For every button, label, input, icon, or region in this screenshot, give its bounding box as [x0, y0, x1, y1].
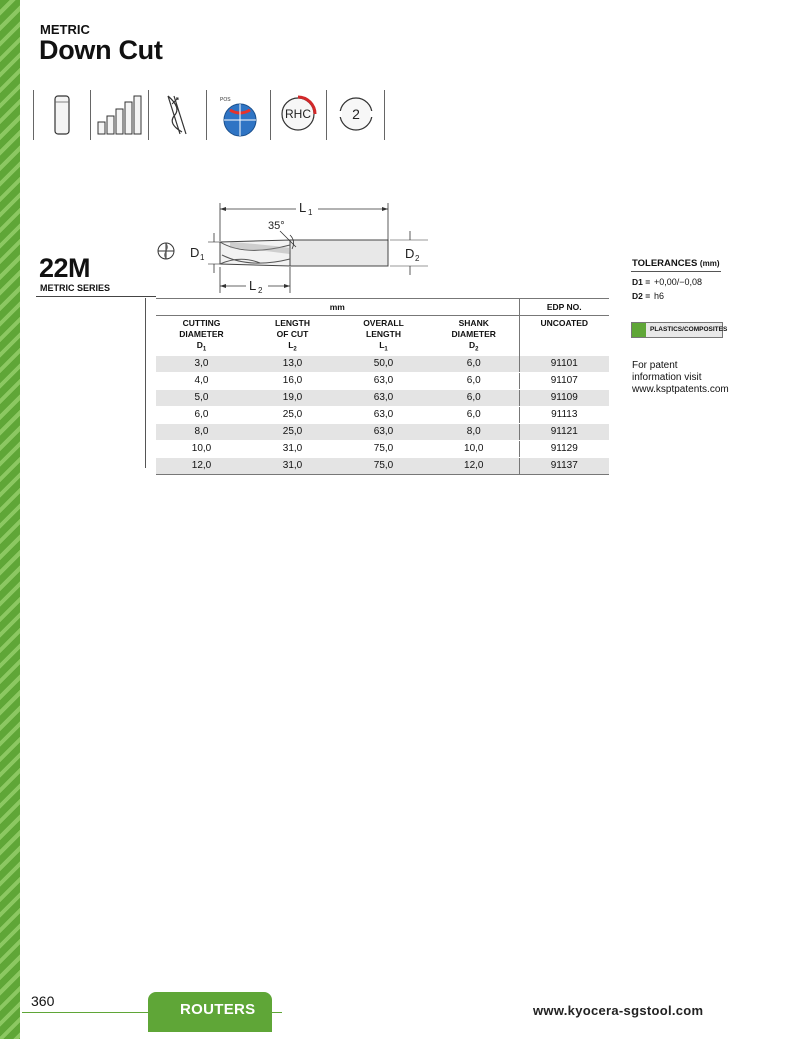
- cell: 8,0: [429, 423, 519, 440]
- cell: 4,0: [156, 372, 247, 389]
- material-label: PLASTICS/COMPOSITES: [650, 326, 728, 333]
- patent-note: For patent information visit www.ksptpatents.com: [632, 360, 742, 396]
- spiral-flute-icon: [160, 94, 196, 136]
- edp-cell: 91137: [519, 457, 609, 474]
- table-row: [156, 356, 609, 373]
- cell: 5,0: [156, 389, 247, 406]
- column-header-overall-length: OVERALL LENGTH $L_1$: [363, 318, 404, 353]
- column-header-cutting-diameter: CUTTING DIAMETER $D_1$: [179, 318, 224, 353]
- edp-cell: 91109: [519, 389, 609, 406]
- cell: 75,0: [338, 457, 429, 474]
- svg-text:2: 2: [352, 106, 360, 122]
- edp-header: EDP NO.: [519, 299, 609, 316]
- feature-icon-bar: [30, 90, 390, 140]
- page-title: Down Cut: [39, 35, 163, 65]
- table-row: [156, 372, 609, 389]
- left-stripe-decoration: [0, 0, 20, 1039]
- material-badge: [631, 322, 728, 338]
- patent-link[interactable]: www.ksptpatents.com: [632, 384, 729, 395]
- svg-text:RHC: RHC: [285, 107, 311, 121]
- cell: 6,0: [429, 406, 519, 423]
- svg-text:1: 1: [308, 208, 313, 217]
- table-row: [156, 457, 609, 474]
- cell: 6,0: [429, 389, 519, 406]
- section-tab: ROUTERS: [148, 992, 272, 1032]
- cell: 6,0: [429, 356, 519, 373]
- page-category: METRIC: [40, 22, 90, 37]
- svg-text:2: 2: [258, 286, 263, 295]
- cell: 63,0: [338, 423, 429, 440]
- series-divider: [36, 296, 156, 297]
- helix-angle-label: 35°: [268, 220, 285, 232]
- specification-table: [156, 298, 609, 475]
- cell: 25,0: [247, 423, 338, 440]
- cell: 10,0: [156, 440, 247, 457]
- edp-cell: 91107: [519, 372, 609, 389]
- cylindrical-shank-icon: [50, 94, 74, 136]
- cell: 25,0: [247, 406, 338, 423]
- length-options-icon: [96, 94, 144, 136]
- rhc-icon: [278, 94, 318, 134]
- edp-cell: 91129: [519, 440, 609, 457]
- cell: 6,0: [156, 406, 247, 423]
- page-number: 360: [31, 993, 55, 1009]
- cell: 63,0: [338, 406, 429, 423]
- cell: 3,0: [156, 356, 247, 373]
- tolerances-title: TOLERANCES (mm): [632, 258, 720, 269]
- series-code: 22M: [39, 253, 91, 283]
- cell: 13,0: [247, 356, 338, 373]
- column-header-uncoated: UNCOATED: [519, 316, 609, 356]
- cell: 12,0: [156, 457, 247, 474]
- svg-text:1: 1: [200, 253, 205, 262]
- d1-label: D: [190, 245, 200, 260]
- column-header-shank-diameter: SHANK DIAMETER $D_2$: [451, 318, 496, 353]
- column-header-length-of-cut: LENGTH OF CUT $L_2$: [275, 318, 310, 353]
- tolerance-d2: D2 = h6: [632, 291, 665, 301]
- l2-label: L: [249, 278, 257, 293]
- cell: 16,0: [247, 372, 338, 389]
- table-row: [156, 423, 609, 440]
- cell: 19,0: [247, 389, 338, 406]
- tolerances-divider: [631, 271, 721, 272]
- series-name: METRIC SERIES: [40, 283, 111, 293]
- coating-pos-icon: [216, 94, 262, 140]
- table-row: [156, 389, 609, 406]
- flute-count-icon: [336, 94, 376, 134]
- edp-cell: 91121: [519, 423, 609, 440]
- material-color-swatch: [632, 323, 646, 337]
- cell: 63,0: [338, 389, 429, 406]
- cell: 8,0: [156, 423, 247, 440]
- tool-dimension-drawing: [150, 195, 440, 295]
- l1-label: L: [299, 200, 307, 215]
- svg-text:POS: POS: [220, 97, 231, 103]
- cell: 6,0: [429, 372, 519, 389]
- edp-cell: 91113: [519, 406, 609, 423]
- cell: 10,0: [429, 440, 519, 457]
- website-link[interactable]: www.kyocera-sgstool.com: [533, 1003, 704, 1018]
- svg-text:2: 2: [415, 254, 420, 263]
- table-left-rule: [145, 298, 146, 468]
- cell: 63,0: [338, 372, 429, 389]
- unit-header: mm: [156, 299, 519, 316]
- cell: 50,0: [338, 356, 429, 373]
- table-row: [156, 440, 609, 457]
- d2-label: D: [405, 246, 415, 261]
- cell: 12,0: [429, 457, 519, 474]
- table-row: [156, 406, 609, 423]
- cell: 31,0: [247, 440, 338, 457]
- cell: 31,0: [247, 457, 338, 474]
- cell: 75,0: [338, 440, 429, 457]
- edp-cell: 91101: [519, 356, 609, 373]
- tolerance-d1: D1 = +0,00/−0,08: [632, 277, 703, 287]
